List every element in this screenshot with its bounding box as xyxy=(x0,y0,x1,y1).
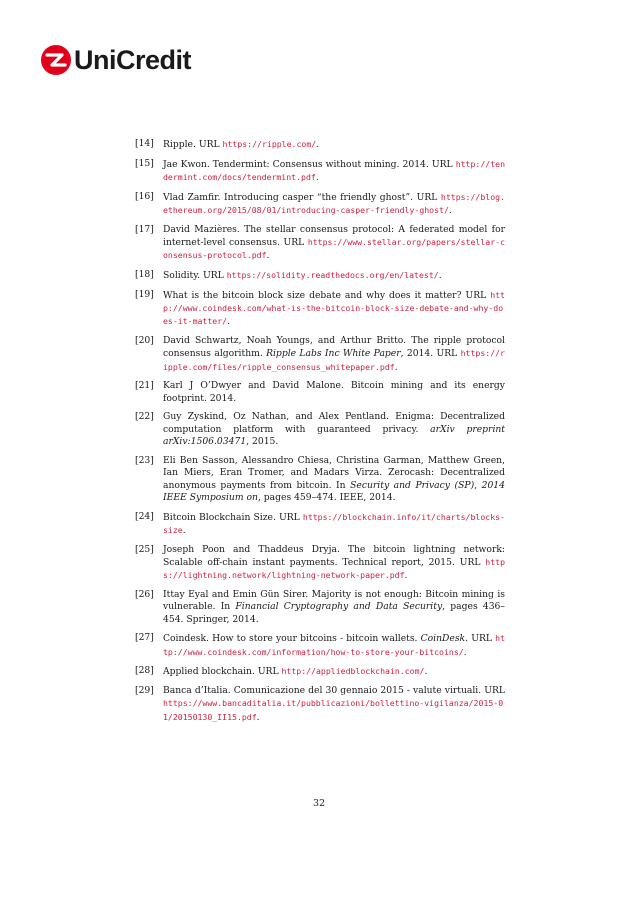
reference-text-segment: , pages 436–454. Springer, 2014. xyxy=(163,601,505,625)
reference-text-segment: . xyxy=(227,316,231,328)
reference-item xyxy=(135,158,505,185)
reference-label: [21] xyxy=(135,380,154,392)
reference-text-segment: . xyxy=(182,525,186,537)
reference-text xyxy=(163,158,505,185)
reference-italic-text: Security and Privacy (SP), 2014 IEEE Symposium on xyxy=(163,479,505,504)
reference-label: [27] xyxy=(135,632,154,644)
reference-text xyxy=(163,632,505,659)
reference-url-link[interactable]: https://ripple.com/files/ripple_consensus_whitepaper.pdf xyxy=(163,348,505,372)
page-number: 32 xyxy=(312,798,326,809)
reference-url-link[interactable]: https://www.bancaditalia.it/pubblicazioni/bollettino-vigilanza/2015-01/20150130_II15.pdf xyxy=(163,698,504,722)
reference-text-segment: . xyxy=(438,270,442,281)
reference-text xyxy=(163,455,505,505)
reference-text-segment: Vlad Zamfir. Introducing casper “the friendly ghost”. URL xyxy=(163,191,441,203)
reference-text-segment: Guy Zyskind, Oz Nathan, and Alex Pentland. Enigma: Decentralized computation platform with guaranteed privacy. xyxy=(163,411,505,435)
reference-text-segment: . xyxy=(316,139,320,150)
reference-item xyxy=(135,511,505,538)
reference-text-segment: . xyxy=(448,205,452,216)
reference-item xyxy=(135,191,505,218)
reference-italic-text: Financial Cryptography and Data Security xyxy=(235,601,443,613)
reference-text-segment: . xyxy=(424,666,428,678)
reference-text xyxy=(163,224,505,263)
reference-text-segment: . xyxy=(404,570,408,582)
reference-item xyxy=(135,411,505,448)
reference-text xyxy=(163,380,505,405)
reference-item xyxy=(135,455,505,505)
reference-text xyxy=(163,511,505,538)
logo-text: UniCredit xyxy=(74,45,191,75)
reference-text-segment: Jae Kwon. Tendermint: Consensus without mining. 2014. URL xyxy=(163,158,456,170)
reference-url-link[interactable]: http://tendermint.com/docs/tendermint.pdf xyxy=(163,158,505,182)
reference-text xyxy=(163,589,505,626)
reference-item xyxy=(135,632,505,659)
reference-text-segment: . xyxy=(394,361,398,373)
reference-label: [24] xyxy=(135,510,154,522)
reference-label: [16] xyxy=(135,190,154,202)
reference-item xyxy=(135,665,505,678)
reference-label: [23] xyxy=(135,454,154,466)
reference-italic-text: arXiv preprint arXiv:1506.03471 xyxy=(163,423,505,448)
reference-text-segment: , 2015. xyxy=(246,436,279,448)
reference-text-segment: Solidity. URL xyxy=(163,270,227,281)
reference-text-segment: Coindesk. How to store your bitcoins - bitcoin wallets. xyxy=(163,633,421,645)
reference-label: [17] xyxy=(135,223,154,235)
reference-text-segment: , 2014. URL xyxy=(400,348,461,360)
reference-url-link[interactable]: https://blog.ethereum.org/2015/08/01/introducing-casper-friendly-ghost/ xyxy=(163,191,505,215)
reference-text-segment: , pages 459–474. IEEE, 2014. xyxy=(257,492,396,504)
reference-label: [25] xyxy=(135,543,154,555)
reference-text xyxy=(163,138,505,151)
reference-text-segment: Eli Ben Sasson, Alessandro Chiesa, Christina Garman, Matthew Green, Ian Miers, Eran Tromer, and Madars Virza. Zerocash: Decentralized anonymous payments from bitcoin. In xyxy=(163,454,505,491)
reference-url-link[interactable]: http://appliedblockchain.com/ xyxy=(281,666,425,677)
reference-text-segment: What is the bitcoin block size debate and why does it matter? URL xyxy=(163,289,491,301)
reference-text-segment: Joseph Poon and Thaddeus Dryja. The bitcoin lightning network: Scalable off-chain instant payments. Technical report, 2015. URL xyxy=(163,543,505,569)
reference-url-link[interactable]: https://www.stellar.org/papers/stellar-consensus-protocol.pdf xyxy=(163,237,505,261)
reference-item xyxy=(135,224,505,263)
unicredit-logo xyxy=(40,40,191,80)
reference-text-segment: David Mazières. The stellar consensus protocol: A federated model for internet-level consensus. URL xyxy=(163,223,505,248)
reference-text-segment: . xyxy=(256,711,260,723)
reference-text-segment: Karl J O’Dwyer and David Malone. Bitcoin mining and its energy footprint. 2014. xyxy=(163,380,505,404)
reference-text-segment: . URL xyxy=(465,633,496,645)
reference-label: [22] xyxy=(135,411,154,423)
reference-italic-text: CoinDesk xyxy=(420,633,466,645)
reference-url-link[interactable]: http://www.coindesk.com/what-is-the-bitcoin-block-size-debate-and-why-does-it-matter/ xyxy=(163,289,505,327)
reference-text xyxy=(163,411,505,448)
reference-text-segment: . xyxy=(463,646,467,658)
reference-text xyxy=(163,685,505,724)
reference-url-link[interactable]: https://solidity.readthedocs.org/en/latest/ xyxy=(226,270,439,280)
reference-item xyxy=(135,289,505,329)
reference-text-segment: Bitcoin Blockchain Size. URL xyxy=(163,511,303,523)
reference-label: [15] xyxy=(135,157,154,169)
reference-item xyxy=(135,138,505,151)
reference-text xyxy=(163,191,505,218)
reference-text-segment: Applied blockchain. URL xyxy=(163,666,282,678)
reference-text-segment: . xyxy=(266,250,270,262)
reference-item xyxy=(135,380,505,405)
reference-item xyxy=(135,544,505,583)
reference-text xyxy=(163,269,505,282)
reference-url-link[interactable]: https://lightning.network/lightning-network-paper.pdf xyxy=(163,557,505,581)
reference-text xyxy=(163,665,505,678)
reference-url-link[interactable]: https://blockchain.info/it/charts/blocks-size xyxy=(163,511,505,536)
reference-item xyxy=(135,269,505,282)
reference-list xyxy=(135,138,505,730)
reference-label: [26] xyxy=(135,589,154,601)
reference-text xyxy=(163,544,505,583)
reference-url-link[interactable]: http://www.coindesk.com/information/how-to-store-your-bitcoins/ xyxy=(163,633,505,657)
reference-item xyxy=(135,335,505,374)
reference-label: [20] xyxy=(135,335,154,346)
reference-item xyxy=(135,589,505,626)
reference-item xyxy=(135,685,505,724)
reference-url-link[interactable]: https://ripple.com/ xyxy=(222,139,317,149)
reference-label: [29] xyxy=(135,685,154,697)
reference-label: [19] xyxy=(135,288,154,300)
reference-label: [28] xyxy=(135,665,154,677)
reference-text xyxy=(163,289,505,329)
reference-text-segment: . xyxy=(315,172,319,183)
unicredit-logo-icon xyxy=(40,44,72,76)
reference-italic-text: Ripple Labs Inc White Paper xyxy=(266,348,401,360)
reference-text-segment: Banca d’Italia. Comunicazione del 30 gennaio 2015 - valute virtuali. URL xyxy=(163,685,505,697)
reference-text-segment: David Schwartz, Noah Youngs, and Arthur Britto. The ripple protocol consensus algorithm. xyxy=(163,335,505,360)
reference-text-segment: Ittay Eyal and Emin Gün Sirer. Majority is not enough: Bitcoin mining is vulnerable. In xyxy=(163,589,505,613)
reference-text-segment: Ripple. URL xyxy=(163,139,223,150)
reference-label: [14] xyxy=(135,138,154,149)
reference-label: [18] xyxy=(135,269,154,280)
reference-text xyxy=(163,335,505,374)
